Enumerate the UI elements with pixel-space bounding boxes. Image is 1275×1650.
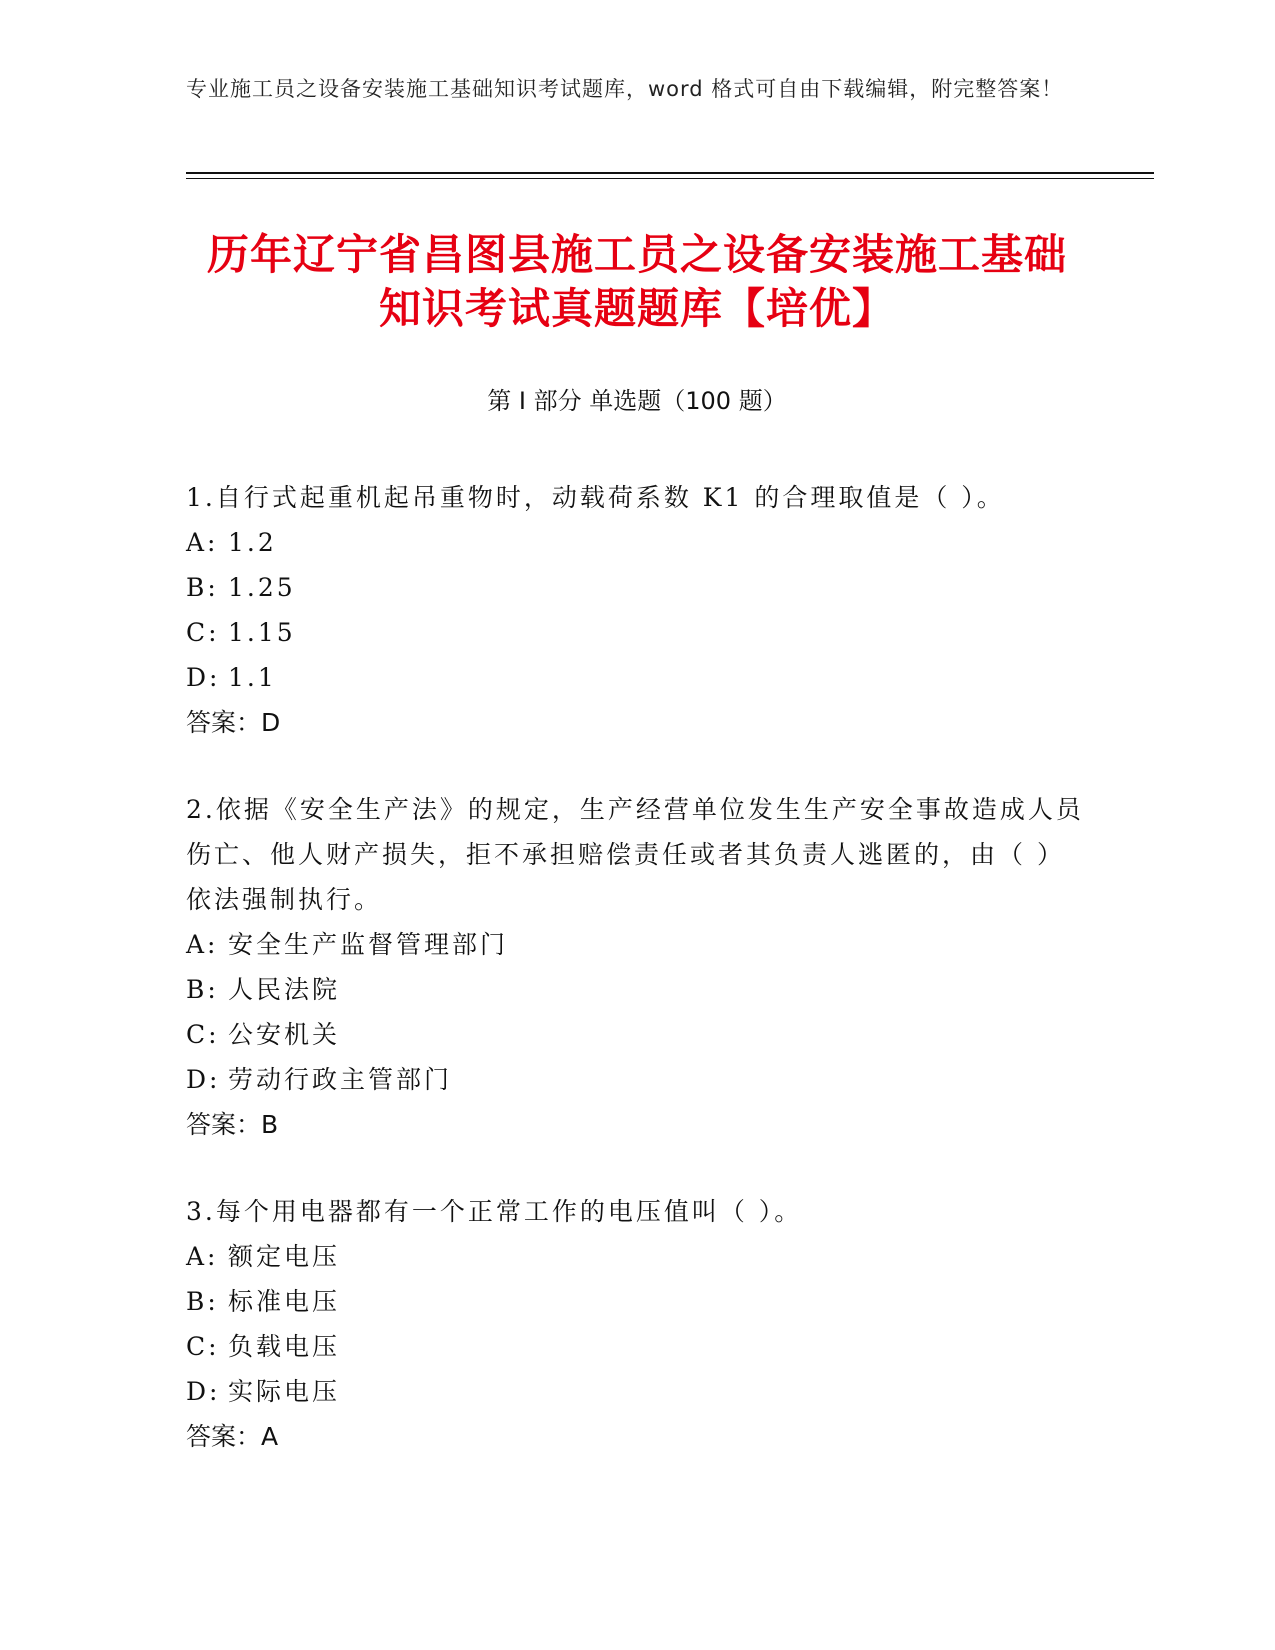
option-b [186, 1279, 1086, 1324]
option-a [186, 922, 1086, 967]
section-title: 第 I 部分 单选题（100 题） [487, 387, 787, 415]
option-letter: C: [186, 1020, 220, 1049]
answer-value: B [261, 1110, 279, 1139]
option-a [186, 520, 1086, 565]
option-text: 实际电压 [228, 1377, 341, 1406]
answer-label: 答案： [186, 1422, 262, 1451]
option-text: 人民法院 [228, 975, 341, 1004]
header-divider-thin [186, 178, 1154, 179]
option-c [186, 1012, 1086, 1057]
option-text: 1.2 [228, 528, 277, 557]
option-text: 安全生产监督管理部门 [228, 930, 509, 959]
option-text: 公安机关 [228, 1020, 341, 1049]
answer-label: 答案： [186, 1110, 262, 1139]
question-stem: 3.每个用电器都有一个正常工作的电压值叫（ ）。 [186, 1197, 803, 1226]
question-3 [186, 1189, 1086, 1459]
option-letter: A: [186, 1242, 219, 1271]
option-text: 1.15 [228, 618, 296, 647]
option-text: 额定电压 [228, 1242, 341, 1271]
option-c [186, 1324, 1086, 1369]
option-letter: B: [186, 573, 219, 602]
option-letter: A: [186, 528, 219, 557]
option-d [186, 1369, 1086, 1414]
option-text: 标准电压 [228, 1287, 341, 1316]
option-text: 劳动行政主管部门 [228, 1065, 453, 1094]
option-text: 1.25 [228, 573, 296, 602]
option-letter: C: [186, 1332, 220, 1361]
option-letter: B: [186, 1287, 219, 1316]
option-b [186, 967, 1086, 1012]
option-letter: C: [186, 618, 220, 647]
answer-line [186, 1102, 1086, 1147]
option-letter: D: [186, 1377, 221, 1406]
question-list [186, 475, 1086, 1501]
question-1 [186, 475, 1086, 745]
answer-line [186, 700, 1086, 745]
answer-line [186, 1414, 1086, 1459]
header-note: 专业施工员之设备安装施工基础知识考试题库，word 格式可自由下载编辑，附完整答案！ [186, 77, 1064, 101]
question-2 [186, 787, 1086, 1147]
option-letter: D: [186, 1065, 221, 1094]
option-d [186, 1057, 1086, 1102]
option-letter: B: [186, 975, 219, 1004]
answer-value: A [261, 1422, 279, 1451]
option-letter: D: [186, 663, 221, 692]
answer-label: 答案： [186, 708, 262, 737]
option-a [186, 1234, 1086, 1279]
header-divider-thick [186, 172, 1154, 174]
option-c [186, 610, 1086, 655]
option-d [186, 655, 1086, 700]
option-text: 1.1 [228, 663, 277, 692]
answer-value: D [261, 708, 281, 737]
question-stem: 1.自行式起重机起吊重物时，动载荷系数 K1 的合理取值是（ ）。 [186, 483, 1005, 512]
question-stem: 2.依据《安全生产法》的规定，生产经营单位发生生产安全事故造成人员伤亡、他人财产损失，拒不承担赔偿责任或者其负责人逃匿的，由（ ）依法强制执行。 [186, 795, 1084, 914]
option-text: 负载电压 [228, 1332, 341, 1361]
option-b [186, 565, 1086, 610]
option-letter: A: [186, 930, 219, 959]
document-title: 历年辽宁省昌图县施工员之设备安装施工基础知识考试真题题库【培优】 [206, 230, 1067, 333]
